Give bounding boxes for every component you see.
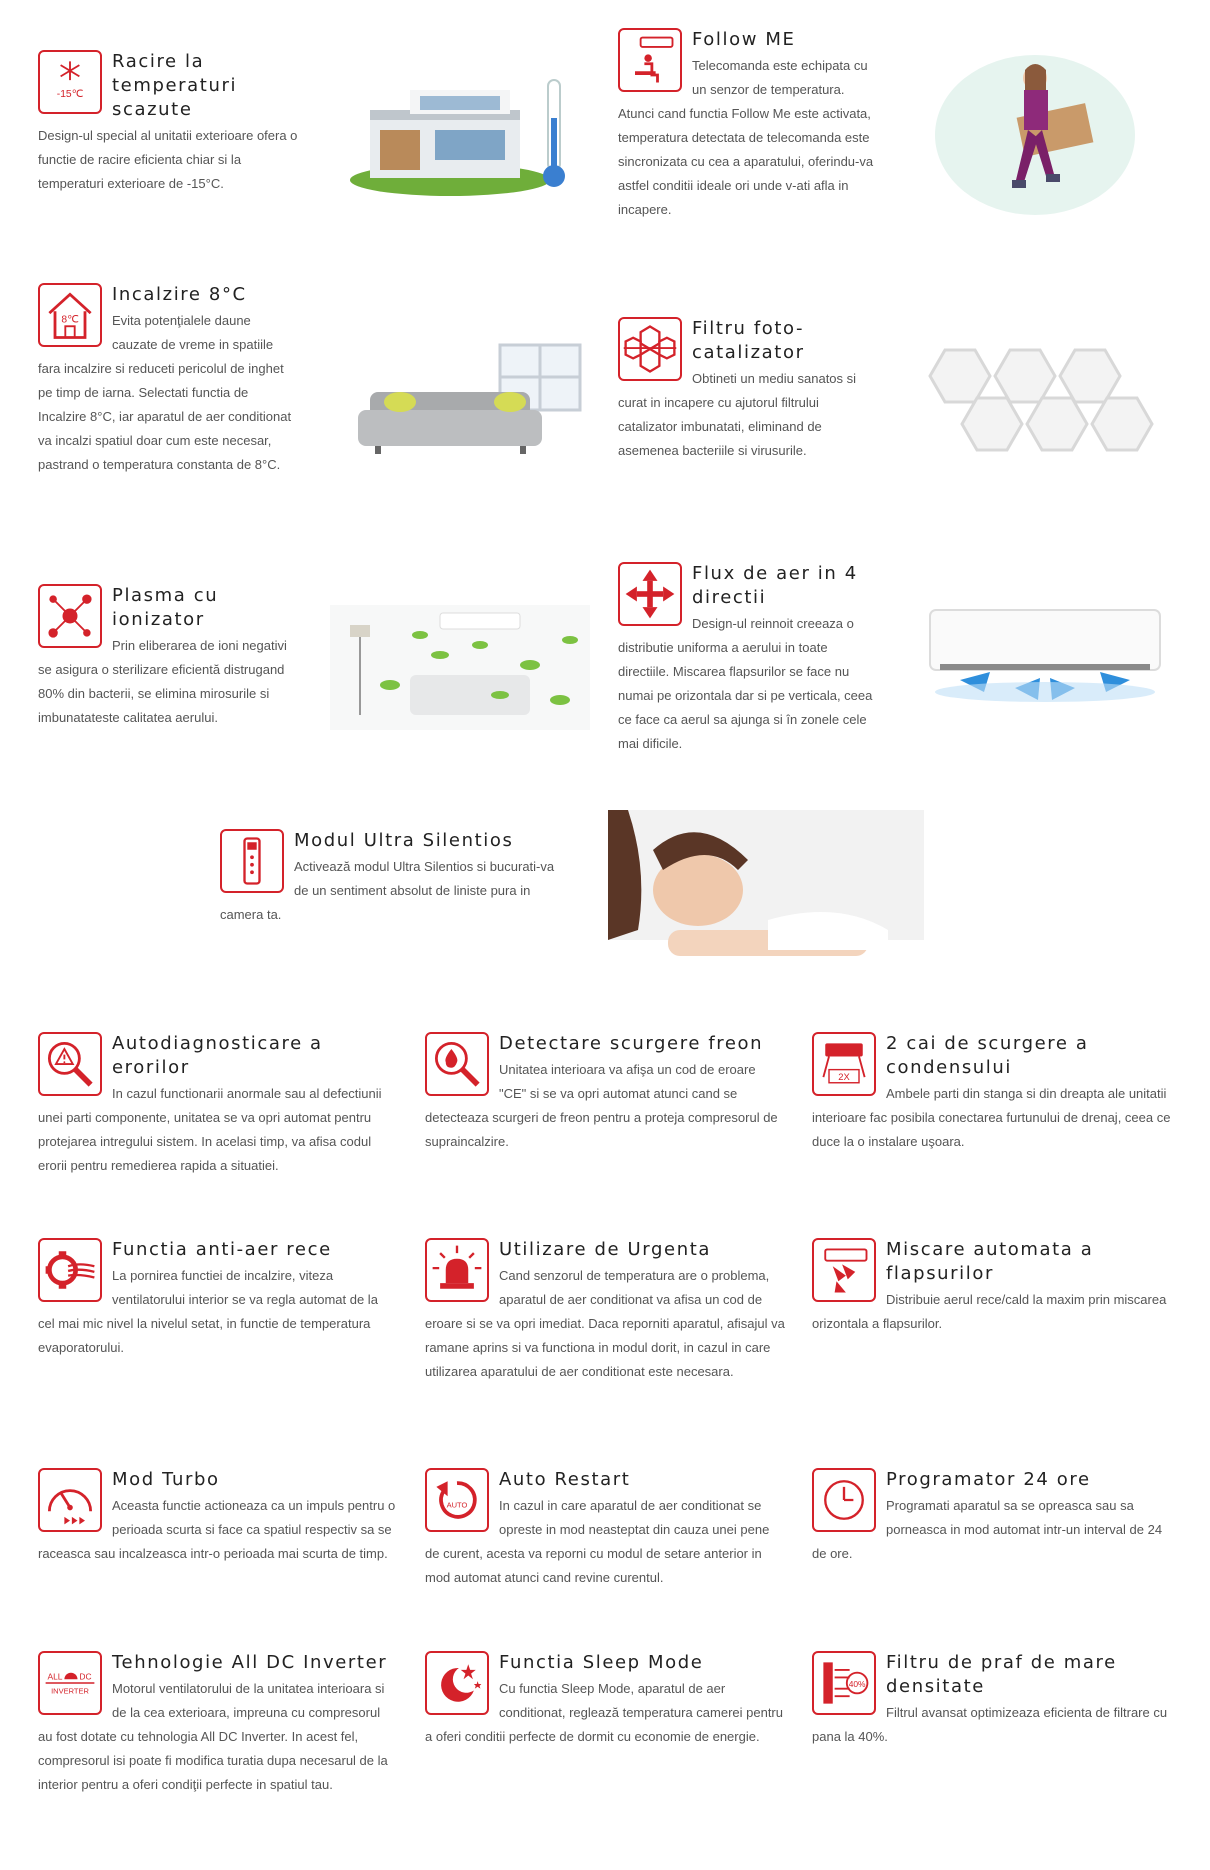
feature-title: Utilizare de Urgenta	[499, 1239, 711, 1260]
feature-description: Cand senzorul de temperatura are o problema, aparatul de aer conditionat va afisa un cod de eroare si se va opri imediat. Daca reporniti aparatul, afisajul va ramane aprins si va functiona in modul dorit, in cazul in care utilizarea aparatului de aer conditionat este necesara.	[425, 1268, 785, 1379]
svg-text:INVERTER: INVERTER	[51, 1686, 89, 1696]
clock-icon	[812, 1468, 876, 1532]
feature-racire	[38, 50, 298, 196]
drain-2x-icon	[812, 1032, 876, 1096]
feature-description: La pornirea functiei de incalzire, viteza ventilatorului interior se va regla automat de la cel mai mic nivel la nivelul setat, in functie de temperatura evaporatorului.	[38, 1268, 378, 1355]
feature-sleep-mode	[425, 1651, 785, 1749]
feature-ultra-silentios	[220, 829, 570, 927]
svg-text:DC: DC	[79, 1671, 92, 1682]
feature-title: Programator 24 ore	[886, 1469, 1091, 1490]
feature-description: Motorul ventilatorului de la unitatea interioara si de la cea exterioara, impreuna cu compresorul au fost dotate cu tehnologia All DC Inverter. In acest fel, compresorul isi poate fi modifica turatia dupa necesarul de la interior pentru a oferi condiţii perfecte in spatiul tau.	[38, 1681, 388, 1792]
moon-stars-icon	[425, 1651, 489, 1715]
feature-title: Detectare scurgere freon	[499, 1033, 764, 1054]
auto-restart-icon	[425, 1468, 489, 1532]
feature-programator	[812, 1468, 1172, 1566]
house-thermometer-illustration	[340, 70, 580, 200]
feature-title: Autodiagnosticare a erorilor	[112, 1033, 323, 1078]
feature-description: Obtineti un mediu sanatos si curat in incapere cu ajutorul filtrului catalizator imbunatati, eliminand de asemenea bacteriile si virusurile.	[618, 371, 857, 458]
feature-follow-me	[618, 28, 878, 222]
feature-title: Miscare automata a flapsurilor	[886, 1239, 1094, 1284]
feature-title: Modul Ultra Silentios	[294, 830, 514, 851]
feature-description: Prin eliberarea de ioni negativi se asigura o sterilizare eficientă distrugand 80% din bacterii, se elimina mirosurile si imbunatateste calitatea aerului.	[38, 638, 287, 725]
feature-title: Incalzire 8°C	[112, 284, 247, 305]
turbo-gauge-icon	[38, 1468, 102, 1532]
room-leaves-illustration	[330, 605, 590, 730]
feature-title: Auto Restart	[499, 1469, 631, 1490]
feature-title: Tehnologie All DC Inverter	[112, 1652, 388, 1673]
feature-description: In cazul functionarii anormale sau al defectiunii unei parti componente, unitatea se va opri automat pentru protejarea intregului sistem. In acelasi timp, va afisa codul erorii pentru remedierea rapida a situatiei.	[38, 1086, 382, 1173]
svg-text:ALL: ALL	[47, 1671, 63, 1682]
feature-flux-aer	[618, 562, 878, 756]
all-dc-inverter-icon	[38, 1651, 102, 1715]
snowflake-minus15-icon	[38, 50, 102, 114]
feature-description: Activează modul Ultra Silentios si bucurati-va de un sentiment absolut de liniste pura in camera ta.	[220, 859, 555, 922]
house-8c-icon	[38, 283, 102, 347]
magnifier-drop-icon	[425, 1032, 489, 1096]
svg-text:40%: 40%	[848, 1678, 866, 1689]
dust-filter-40-icon	[812, 1651, 876, 1715]
airflow-4-directions-icon	[618, 562, 682, 626]
sleeping-woman-illustration	[608, 810, 924, 990]
feature-incalzire-8	[38, 283, 298, 477]
feature-urgenta	[425, 1238, 785, 1384]
girl-with-box-illustration	[920, 50, 1150, 220]
svg-text:AUTO: AUTO	[446, 1500, 468, 1510]
feature-description: Filtrul avansat optimizeaza eficienta de filtrare cu pana la 40%.	[812, 1705, 1168, 1744]
sofa-window-illustration	[330, 340, 590, 470]
follow-me-icon	[618, 28, 682, 92]
feature-auto-restart	[425, 1468, 785, 1590]
auto-swing-icon	[812, 1238, 876, 1302]
svg-text:2X: 2X	[838, 1071, 850, 1082]
anti-cold-air-icon	[38, 1238, 102, 1302]
feature-scurgere-condens	[812, 1032, 1172, 1154]
svg-text:8℃: 8℃	[61, 314, 79, 326]
feature-description: Distribuie aerul rece/cald la maxim prin miscarea orizontala a flapsurilor.	[812, 1292, 1167, 1331]
plasma-ionizer-icon	[38, 584, 102, 648]
feature-turbo	[38, 1468, 398, 1566]
magnifier-warning-icon	[38, 1032, 102, 1096]
feature-title: Follow ME	[692, 29, 796, 50]
feature-title: 2 cai de scurgere a condensului	[886, 1033, 1089, 1078]
feature-title: Flux de aer in 4 directii	[692, 563, 858, 608]
feature-title: Functia anti-aer rece	[112, 1239, 332, 1260]
feature-autodiagnosticare	[38, 1032, 398, 1178]
feature-flapsuri	[812, 1238, 1172, 1336]
feature-title: Racire la temperaturi scazute	[112, 51, 238, 120]
feature-title: Mod Turbo	[112, 1469, 220, 1490]
remote-control-icon	[220, 829, 284, 893]
svg-text:-15℃: -15℃	[56, 89, 84, 100]
feature-description: Cu functia Sleep Mode, aparatul de aer conditionat, reglează temperatura camerei pentru a oferi conditii perfecte de dormit cu economie de energie.	[425, 1681, 783, 1744]
feature-description: Programati aparatul sa se opreasca sau sa porneasca in mod automat intr-un interval de 24 de ore.	[812, 1498, 1163, 1561]
feature-title: Functia Sleep Mode	[499, 1652, 704, 1673]
feature-description: Ambele parti din stanga si din dreapta ale unitatii interioare fac posibila conectarea furtunului de drenaj, ceea ce duce la o instalare uşoara.	[812, 1086, 1171, 1149]
feature-plasma	[38, 584, 298, 730]
ac-unit-airflow-illustration	[920, 600, 1170, 710]
feature-description: Aceasta functie actioneaza ca un impuls pentru o perioada scurta si face ca spatiul respectiv sa se raceasca sau incalzeasca intr-o perioada mai scurta de timp.	[38, 1498, 396, 1561]
feature-description: Evita potenţialele daune cauzate de vreme in spatiile fara incalzire si reduceti pericolul de inghet pe timp de iarna. Selectati functia de Incalzire 8°C, iar aparatul de aer conditionat va incalzi spatiul doar cum este necesar, pastrand o temperatura constanta de 8°C.	[38, 313, 292, 472]
feature-description: Design-ul reinnoit creeaza o distributie uniforma a aerului in toate directiile. Miscarea flapsurilor se face nu numai pe orizontala dar si pe verticala, ceea ce face ca aerul sa ajunga si în zonele cele mai dificile.	[618, 616, 873, 751]
feature-detectare-freon	[425, 1032, 785, 1154]
feature-title: Plasma cu ionizator	[112, 585, 219, 630]
feature-anti-aer-rece	[38, 1238, 398, 1360]
feature-title: Filtru foto-catalizator	[692, 318, 805, 363]
feature-title: Filtru de praf de mare densitate	[886, 1652, 1117, 1697]
feature-description: Unitatea interioara va afişa un cod de eroare "CE" si se va opri automat atunci cand se detecteaza scurgeri de freon pentru a proteja compresorul de supraincalzire.	[425, 1062, 778, 1149]
feature-description: Telecomanda este echipata cu un senzor de temperatura. Atunci cand functia Follow Me este activata, temperatura detectata de telecomanda este sincronizata cu cea a aparatului, oferindu-va astfel conditii ideale ori unde v-ati afla in incapere.	[618, 58, 874, 217]
feature-description: Design-ul special al unitatii exterioare ofera o functie de racire eficienta chiar si la temperaturi exterioare de -15°C.	[38, 128, 298, 191]
honeycomb-filter-illustration	[915, 340, 1170, 460]
feature-dc-inverter	[38, 1651, 398, 1797]
feature-filtru-foto	[618, 317, 878, 463]
feature-description: In cazul in care aparatul de aer conditionat se opreste in mod neasteptat din cauza unei pene de curent, acesta va reporni cu modul de setare anterior in mod automat atunci cand revine curentul.	[425, 1498, 770, 1585]
photocatalyst-filter-icon	[618, 317, 682, 381]
emergency-siren-icon	[425, 1238, 489, 1302]
feature-filtru-praf	[812, 1651, 1172, 1749]
